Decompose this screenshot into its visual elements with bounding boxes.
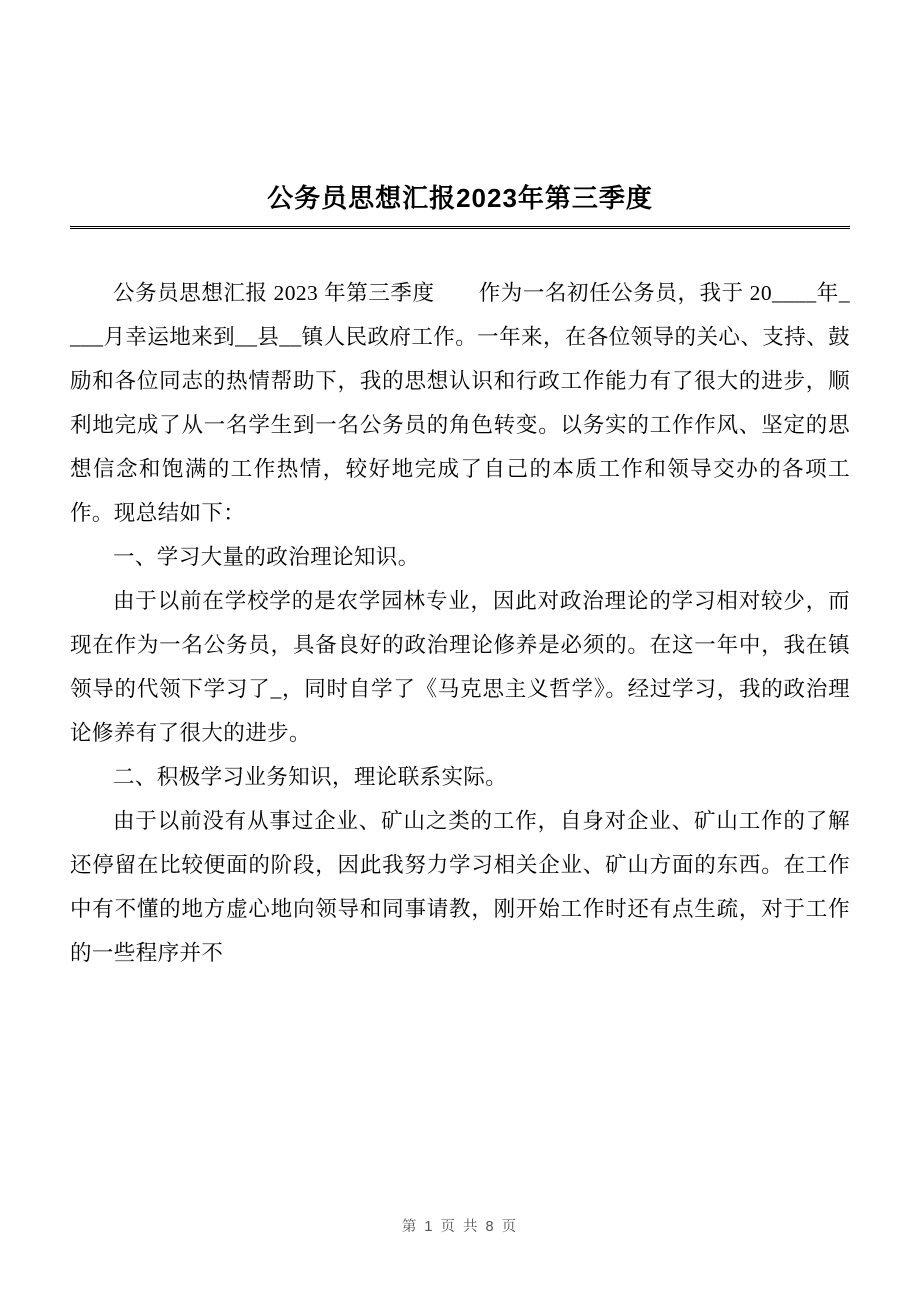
title-divider bbox=[70, 226, 850, 229]
paragraph: 二、积极学习业务知识，理论联系实际。 bbox=[113, 765, 508, 790]
page-title: 公务员思想汇报2023年第三季度 bbox=[267, 183, 653, 213]
paragraph: 由于以前在学校学的是农学园林专业，因此对政治理论的学习相对较少，而现在作为一名公务员，具备良好的政治理论修养是必须的。在这一年中，我在镇领导的代领下学习了_，同时自学了《马克思主义哲学》。经过学习，我的政治理论修养有了很大的进步。 bbox=[70, 589, 850, 746]
paragraph: 一、学习大量的政治理论知识。 bbox=[113, 545, 420, 570]
paragraph: 由于以前没有从事过企业、矿山之类的工作，自身对企业、矿山工作的了解还停留在比较便面的阶段，因此我努力学习相关企业、矿山方面的东西。在工作中有不懂的地方虚心地向领导和同事请教，刚开始工作时还有点生疏，对于工作的一些程序并不 bbox=[70, 809, 850, 966]
page-footer: 第 1 页 共 8 页 bbox=[401, 1219, 519, 1235]
document-body bbox=[70, 271, 850, 975]
paragraph: 公务员思想汇报 2023 年第三季度 作为一名初任公务员，我于 20____年____月幸运地来到__县__镇人民政府工作。一年来，在各位领导的关心、支持、鼓励和各位同志的热情帮助下，我的思想认识和行政工作能力有了很大的进步，顺利地完成了从一名学生到一名公务员的角色转变。以务实的工作作风、坚定的思想信念和饱满的工作热情，较好地完成了自己的本质工作和领导交办的各项工作。现总结如下： bbox=[70, 281, 850, 526]
